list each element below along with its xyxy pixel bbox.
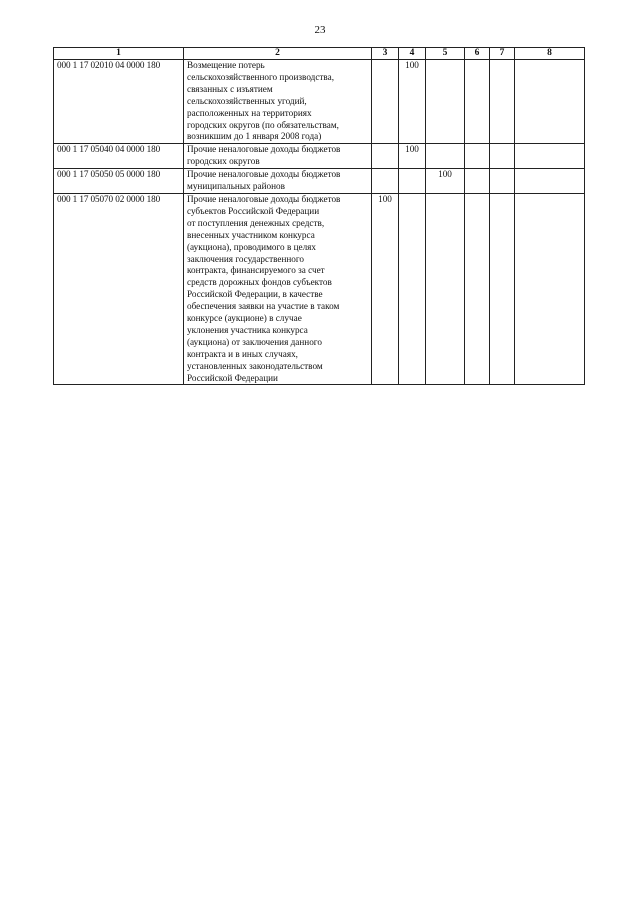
header-col-7: 7 bbox=[490, 48, 515, 60]
value-cell-col8 bbox=[515, 193, 585, 385]
income-name-line: установленных законодательством bbox=[187, 360, 323, 371]
budget-table bbox=[53, 47, 585, 385]
income-name-line: Возмещение потерь bbox=[187, 60, 265, 70]
income-name-line: (аукциона) от заключения данного bbox=[187, 336, 322, 347]
value-cell-col5 bbox=[426, 193, 465, 385]
header-col-4: 4 bbox=[399, 48, 426, 60]
page-number: 23 bbox=[314, 24, 326, 36]
value-cell-col4: 100 bbox=[399, 60, 426, 144]
value-cell-col7 bbox=[490, 144, 515, 169]
table-row bbox=[54, 193, 585, 385]
income-name-cell bbox=[184, 169, 372, 194]
value-cell-col6 bbox=[465, 169, 490, 194]
value-cell-col7 bbox=[490, 169, 515, 194]
table-header-row bbox=[54, 48, 585, 60]
header-col-8: 8 bbox=[515, 48, 585, 60]
income-name-line: городских округов (по обязательствам, bbox=[187, 119, 339, 130]
budget-code-cell: 000 1 17 05040 04 0000 180 bbox=[54, 144, 184, 169]
value-cell-col8 bbox=[515, 144, 585, 169]
table-row bbox=[54, 144, 585, 169]
value-cell-col8 bbox=[515, 60, 585, 144]
income-name-line: от поступления денежных средств, bbox=[187, 217, 325, 228]
budget-code-cell: 000 1 17 02010 04 0000 180 bbox=[54, 60, 184, 144]
income-name-line: Прочие неналоговые доходы бюджетов bbox=[187, 144, 341, 155]
income-name-line: сельскохозяйственных угодий, bbox=[187, 95, 307, 106]
income-name-line: обеспечения заявки на участие в таком bbox=[187, 301, 340, 312]
income-name-line: конкурсе (аукционе) в случае bbox=[187, 313, 302, 324]
value-cell-col3 bbox=[372, 60, 399, 144]
value-cell-col6 bbox=[465, 60, 490, 144]
income-name-cell bbox=[184, 60, 372, 144]
income-name-line: средств дорожных фондов субъектов bbox=[187, 277, 332, 288]
income-name-line: Прочие неналоговые доходы бюджетов bbox=[187, 193, 341, 204]
value-cell-col4: 100 bbox=[399, 144, 426, 169]
header-col-2: 2 bbox=[184, 48, 372, 60]
income-name-line: Российской Федерации bbox=[187, 372, 278, 383]
header-col-5: 5 bbox=[426, 48, 465, 60]
income-name-line: возникшим до 1 января 2008 года) bbox=[187, 131, 322, 142]
value-cell-col5: 100 bbox=[426, 169, 465, 194]
value-cell-col6 bbox=[465, 193, 490, 385]
income-name-line: муниципальных районов bbox=[187, 181, 285, 192]
income-name-line: субъектов Российской Федерации bbox=[187, 205, 320, 216]
income-name-line: заключения государственного bbox=[187, 253, 305, 264]
value-cell-col7 bbox=[490, 60, 515, 144]
income-name-line: городских округов bbox=[187, 156, 260, 167]
header-col-1: 1 bbox=[54, 48, 184, 60]
value-cell-col5 bbox=[426, 60, 465, 144]
value-cell-col5 bbox=[426, 144, 465, 169]
income-name-line: расположенных на территориях bbox=[187, 107, 312, 118]
income-name-line: внесенных участником конкурса bbox=[187, 229, 315, 240]
value-cell-col3: 100 bbox=[372, 193, 399, 385]
value-cell-col4 bbox=[399, 193, 426, 385]
header-col-6: 6 bbox=[465, 48, 490, 60]
table-row bbox=[54, 60, 585, 144]
income-name-line: (аукциона), проводимого в целях bbox=[187, 241, 316, 252]
value-cell-col4 bbox=[399, 169, 426, 194]
budget-code-cell: 000 1 17 05070 02 0000 180 bbox=[54, 193, 184, 385]
income-name-line: Прочие неналоговые доходы бюджетов bbox=[187, 169, 341, 180]
income-name-line: сельскохозяйственного производства, bbox=[187, 71, 335, 82]
income-name-line: контракта и в иных случаях, bbox=[187, 348, 298, 359]
value-cell-col3 bbox=[372, 169, 399, 194]
income-name-line: связанных с изъятием bbox=[187, 83, 273, 94]
budget-code-cell: 000 1 17 05050 05 0000 180 bbox=[54, 169, 184, 194]
value-cell-col7 bbox=[490, 193, 515, 385]
income-name-cell bbox=[184, 144, 372, 169]
table-row bbox=[54, 169, 585, 194]
value-cell-col8 bbox=[515, 169, 585, 194]
value-cell-col6 bbox=[465, 144, 490, 169]
income-name-line: контракта, финансируемого за счет bbox=[187, 265, 325, 276]
income-name-line: Российской Федерации, в качестве bbox=[187, 289, 323, 300]
income-name-cell bbox=[184, 193, 372, 385]
header-col-3: 3 bbox=[372, 48, 399, 60]
value-cell-col3 bbox=[372, 144, 399, 169]
income-name-line: уклонения участника конкурса bbox=[187, 324, 308, 335]
